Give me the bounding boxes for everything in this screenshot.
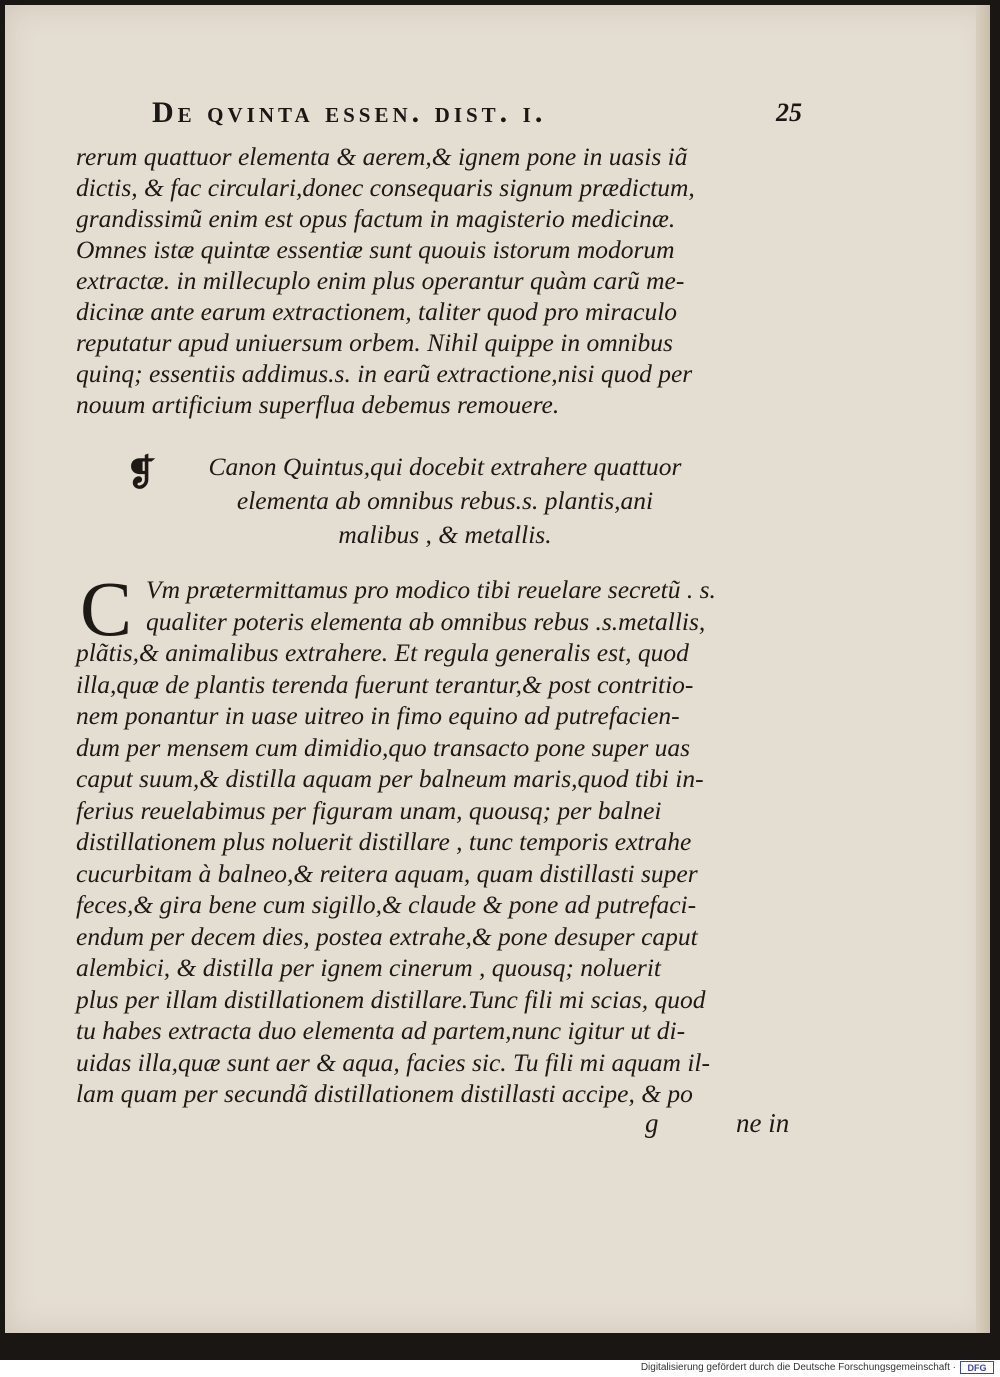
text-line: grandissimũ enim est opus factum in magisterio medicinæ. xyxy=(76,204,676,233)
text-line: caput suum,& distilla aquam per balneum maris,quod tibi in- xyxy=(76,764,704,793)
page-header xyxy=(152,96,802,136)
funding-credit: Digitalisierung gefördert durch die Deutsche Forschungsgemeinschaft · xyxy=(640,1362,956,1373)
text-line: endum per decem dies, postea extrahe,& pone desuper caput xyxy=(76,921,698,951)
text-line: reputatur apud uniuersum orbem. Nihil quippe in omnibus xyxy=(76,328,673,357)
text-line: dum per mensem cum dimidio,quo transacto pone super uas xyxy=(76,732,691,762)
text-line: illa,quæ de plantis terenda fuerunt terantur,& post contritio- xyxy=(76,669,694,699)
text-line: tu habes extracta duo elementa ad partem,nunc igitur ut di- xyxy=(76,1016,686,1045)
text-line: plãtis,& animalibus extrahere. Et regula generalis est, quod xyxy=(76,638,689,667)
dfg-logo: DFG xyxy=(960,1361,994,1374)
text-line: lam quam per secundã distillationem distillasti accipe, & po xyxy=(76,1079,693,1108)
pilcrow-icon: ❡ xyxy=(126,453,157,493)
text-line: qualiter poteris elementa ab omnibus rebus .s.metallis, xyxy=(146,606,706,636)
heading-line: malibus , & metallis. xyxy=(338,520,552,549)
text-line: rerum quattuor elementa & aerem,& ignem pone in uasis iã xyxy=(76,142,688,171)
heading-line: Canon Quintus,qui docebit extrahere quattuor xyxy=(208,452,682,481)
paragraph-continued xyxy=(76,141,796,420)
text-line: dicinæ ante earum extractionem, taliter quod pro miraculo xyxy=(76,297,678,326)
page-edge xyxy=(976,5,990,1333)
text-line: alembici, & distilla per ignem cinerum , quousq; noluerit xyxy=(76,953,662,982)
canon-heading xyxy=(120,450,770,552)
text-line: nouum artificium superflua debemus remouere. xyxy=(76,390,560,419)
text-line: Vm prætermittamus pro modico tibi reuelare secretũ . s. xyxy=(146,575,716,604)
text-line: plus per illam distillationem distillare.Tunc fili mi scias, quod xyxy=(76,984,706,1014)
text-line: feces,& gira bene cum sigillo,& claude & pone ad putrefaci- xyxy=(76,890,697,919)
catchword: ne in xyxy=(736,1108,790,1138)
heading-line: elementa ab omnibus rebus.s. plantis,ani xyxy=(236,486,654,515)
text-line: quinq; essentiis addimus.s. in earũ extractione,nisi quod per xyxy=(76,359,693,388)
text-line: Omnes istæ quintæ essentiæ sunt quouis istorum modorum xyxy=(76,235,675,264)
text-line: distillationem plus noluerit distillare , tunc temporis extrahe xyxy=(76,827,692,856)
drop-cap-initial: C xyxy=(80,565,133,652)
folio-number: 25 xyxy=(776,98,802,127)
text-line: uidas illa,quæ sunt aer & aqua, facies sic. Tu fili mi aquam il- xyxy=(76,1047,710,1077)
text-line: ferius reuelabimus per figuram unam, quousq; per balnei xyxy=(76,795,662,825)
paragraph-canon-five xyxy=(76,574,806,1110)
digitization-footer xyxy=(0,1360,1000,1377)
signature-mark: g xyxy=(645,1108,659,1138)
text-line: extractæ. in millecuplo enim plus operantur quàm carũ me- xyxy=(76,266,685,295)
text-line: nem ponantur in uase uitreo in fimo equino ad putrefacien- xyxy=(76,701,680,730)
text-line: dictis, & fac circulari,donec consequaris signum prædictum, xyxy=(76,173,695,202)
running-title: De qvinta essen. dist. i. xyxy=(152,96,547,129)
text-line: cucurbitam à balneo,& reitera aquam, quam distillasti super xyxy=(76,858,698,888)
